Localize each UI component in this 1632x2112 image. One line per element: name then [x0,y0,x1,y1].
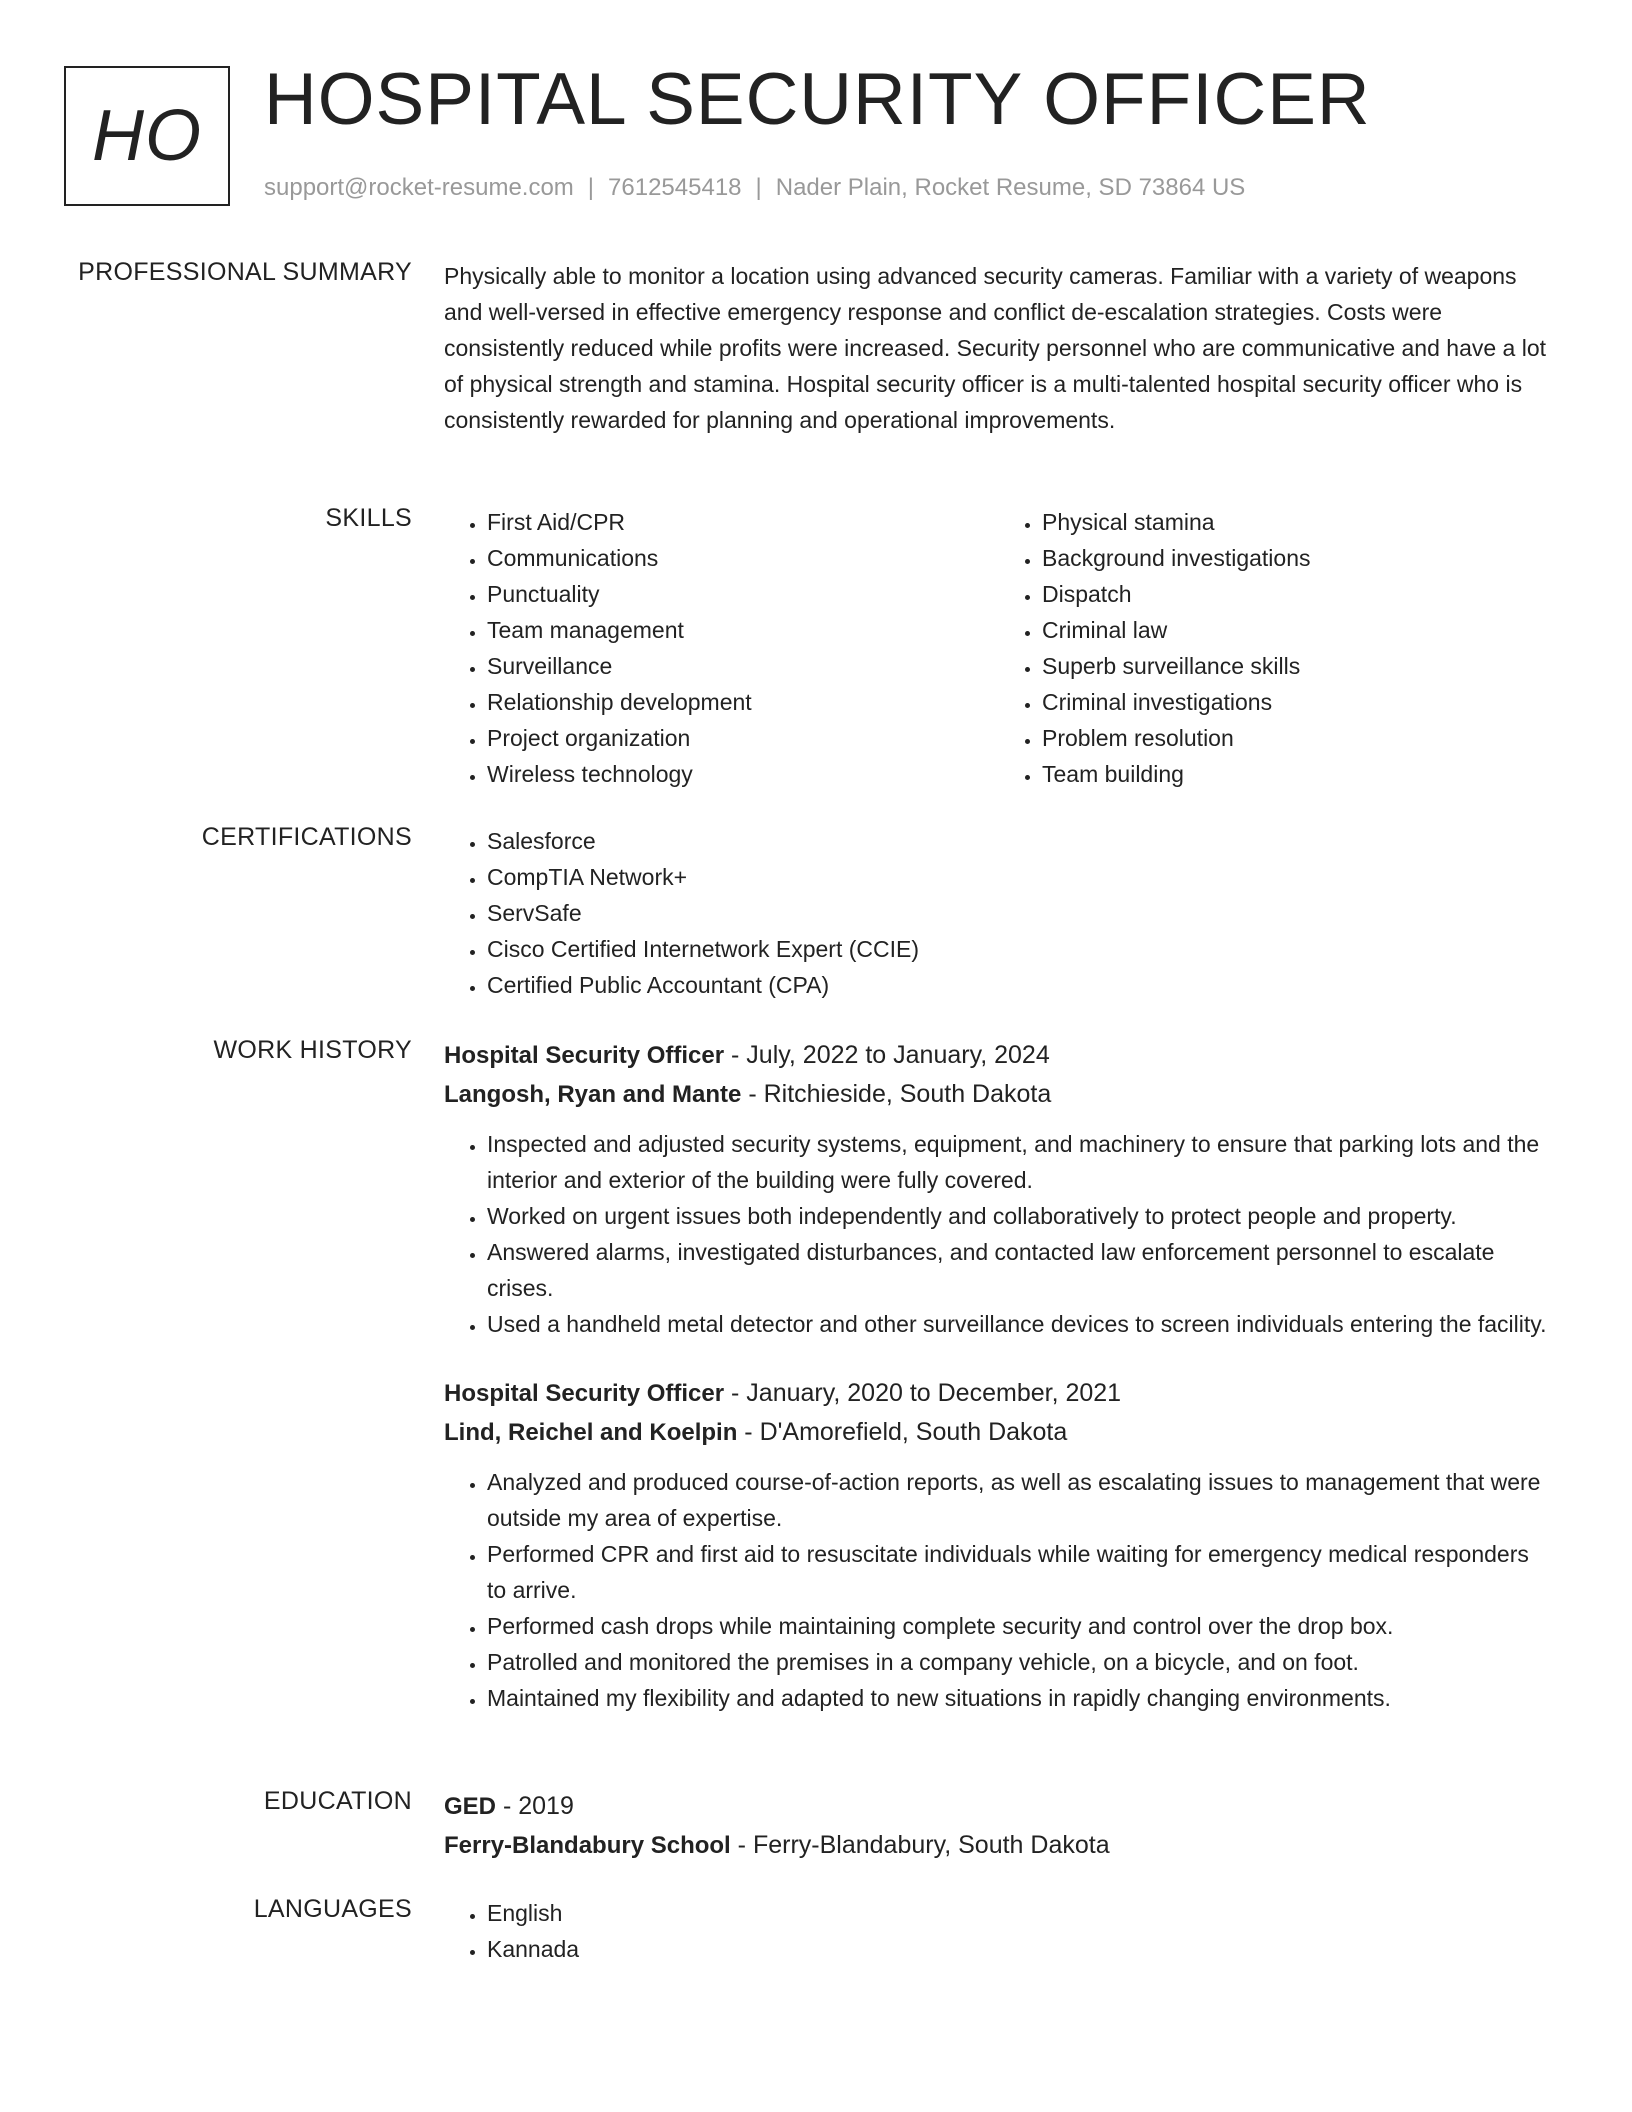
list-item: • Project organization [487,720,999,756]
job-entry [444,1036,1554,1342]
list-item: • Performed cash drops while maintaining complete security and control over the drop box. [487,1608,1554,1644]
job-heading [444,1374,1554,1413]
job-title: Hospital Security Officer [444,1042,725,1069]
job-location: - Ritchieside, South Dakota [741,1080,1052,1108]
list-item: • Communications [487,540,999,576]
list-item: • Worked on urgent issues both independently and collaboratively to protect people and property. [487,1198,1554,1234]
list-item: • Physical stamina [1042,504,1554,540]
list-item: • Criminal law [1042,612,1554,648]
job-title: Hospital Security Officer [444,1380,725,1407]
contact-line [264,174,1245,202]
job-employer [444,1413,1554,1452]
languages-list [444,1895,1554,1967]
job-heading [444,1036,1554,1075]
section-label: PROFESSIONAL SUMMARY [78,258,412,286]
contact-address: Nader Plain, Rocket Resume, SD 73864 US [775,174,1246,201]
section-label: SKILLS [325,504,412,532]
job-dates: - January, 2020 to December, 2021 [724,1379,1122,1407]
page-title: HOSPITAL SECURITY OFFICER [264,59,1371,140]
list-item: • Punctuality [487,576,999,612]
list-item: • Kannada [487,1931,1554,1967]
list-item: • Dispatch [1042,576,1554,612]
education-year: - 2019 [496,1792,574,1820]
list-item: • Patrolled and monitored the premises in a company vehicle, on a bicycle, and on foot. [487,1644,1554,1680]
languages-body [444,1895,1554,1967]
list-item: • Certified Public Accountant (CPA) [487,967,1554,1003]
list-item: • Inspected and adjusted security systems, equipment, and machinery to ensure that parking lots and the interior and exterior of the building were fully covered. [487,1126,1554,1198]
section-label: WORK HISTORY [213,1036,412,1064]
list-item: • Answered alarms, investigated disturbances, and contacted law enforcement personnel to escalate crises. [487,1234,1554,1306]
list-item: • Maintained my flexibility and adapted to new situations in rapidly changing environments. [487,1680,1554,1716]
list-item: • Analyzed and produced course-of-action reports, as well as escalating issues to management that were outside my area of expertise. [487,1464,1554,1536]
skills-list-left [444,504,999,792]
section-label: LANGUAGES [253,1895,412,1923]
education-body [444,1787,1554,1865]
education-school: Ferry-Blandabury School [444,1832,731,1859]
list-item: • Wireless technology [487,756,999,792]
list-item: • Problem resolution [1042,720,1554,756]
certifications-list [444,823,1554,1003]
job-employer [444,1075,1554,1114]
contact-email[interactable]: support@rocket-resume.com [264,174,574,201]
skills-columns [444,504,1554,792]
list-item: • Team management [487,612,999,648]
list-item: • Background investigations [1042,540,1554,576]
list-item: • Team building [1042,756,1554,792]
initials-monogram: HO [64,66,230,206]
job-duties-list [444,1126,1554,1342]
list-item: • Surveillance [487,648,999,684]
list-item: • Performed CPR and first aid to resuscitate individuals while waiting for emergency medical responders to arrive. [487,1536,1554,1608]
education-school-line [444,1826,1554,1865]
list-item: • ServSafe [487,895,1554,931]
contact-phone[interactable]: 7612545418 [608,174,742,201]
job-entry [444,1374,1554,1716]
list-item: • Salesforce [487,823,1554,859]
section-label: EDUCATION [263,1787,412,1815]
education-degree: GED [444,1793,497,1820]
list-item: • Cisco Certified Internetwork Expert (CCIE) [487,931,1554,967]
education-location: - Ferry-Blandabury, South Dakota [730,1831,1110,1859]
contact-separator: | [587,174,595,201]
list-item: • Superb surveillance skills [1042,648,1554,684]
list-item: • Criminal investigations [1042,684,1554,720]
list-item: • CompTIA Network+ [487,859,1554,895]
job-company: Langosh, Ryan and Mante [444,1081,742,1108]
contact-separator: | [755,174,762,201]
list-item: • First Aid/CPR [487,504,999,540]
job-company: Lind, Reichel and Koelpin [444,1419,738,1446]
list-item: • English [487,1895,1554,1931]
work-history-body [444,1036,1554,1716]
list-item: • Used a handheld metal detector and other surveillance devices to screen individuals entering the facility. [487,1306,1554,1342]
certifications-body [444,823,1554,1003]
job-dates: - July, 2022 to January, 2024 [724,1041,1050,1069]
section-label: CERTIFICATIONS [201,823,412,851]
job-duties-list [444,1464,1554,1716]
skills-list-right [999,504,1554,792]
list-item: • Relationship development [487,684,999,720]
job-location: - D'Amorefield, South Dakota [737,1418,1068,1446]
education-degree-line [444,1787,1554,1826]
summary-text: Physically able to monitor a location using advanced security cameras. Familiar with a variety of weapons and well-versed in effective emergency response and conflict de-escalation strategies. Costs were consistently reduced while profits were increased. Security personnel who are communicative and have a lot of physical strength and stamina. Hospital security officer is a multi-talented hospital security officer who is consistently rewarded for planning and operational improvements. [444,263,1547,433]
